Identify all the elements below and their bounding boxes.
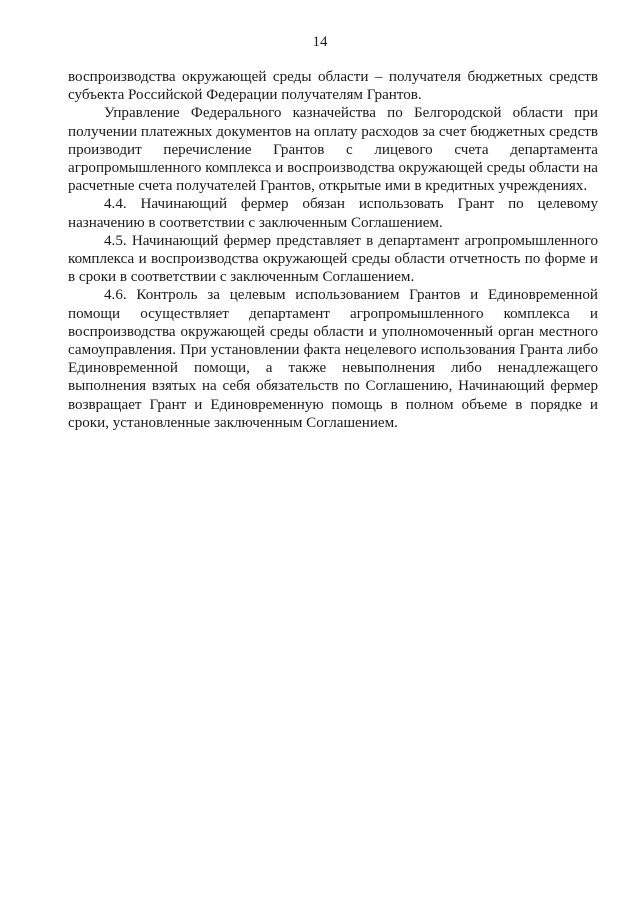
paragraph-continuation: воспроизводства окружающей среды области – получателя бюджетных средств субъекта Российской Федерации получателям Грантов.: [68, 69, 598, 104]
document-body: [68, 68, 598, 432]
paragraph-4-6: 4.6. Контроль за целевым использованием Грантов и Единовременной помощи осуществляет департамент агропромышленного комплекса и воспроизводства окружающей среды области и уполномоченный орган местного самоуправления. При установлении факта нецелевого использования Гранта либо Единовременной помощи, а также невыполнения либо ненадлежащего выполнения взятых на себя обязательств по Соглашению, Начинающий фермер возвращает Грант и Единовременную помощь в полном объеме в порядке и сроки, установленные заключенным Соглашением.: [68, 287, 598, 431]
paragraph-treasury-transfer: Управление Федерального казначейства по Белгородской области при получении платежных документов на оплату расходов за счет бюджетных средств производит перечисление Грантов с лицевого счета департамента агропромышленного комплекса и воспроизводства окружающей среды области на расчетные счета получателей Грантов, открытые ими в кредитных учреждениях.: [68, 105, 598, 195]
paragraph-4-4: 4.4. Начинающий фермер обязан использовать Грант по целевому назначению в соответствии с заключенным Соглашением.: [68, 196, 598, 231]
page-number: 14: [312, 34, 328, 50]
paragraph-4-5: 4.5. Начинающий фермер представляет в департамент агропромышленного комплекса и воспроизводства окружающей среды области отчетность по форме и в сроки в соответствии с заключенным Соглашением.: [68, 232, 598, 286]
